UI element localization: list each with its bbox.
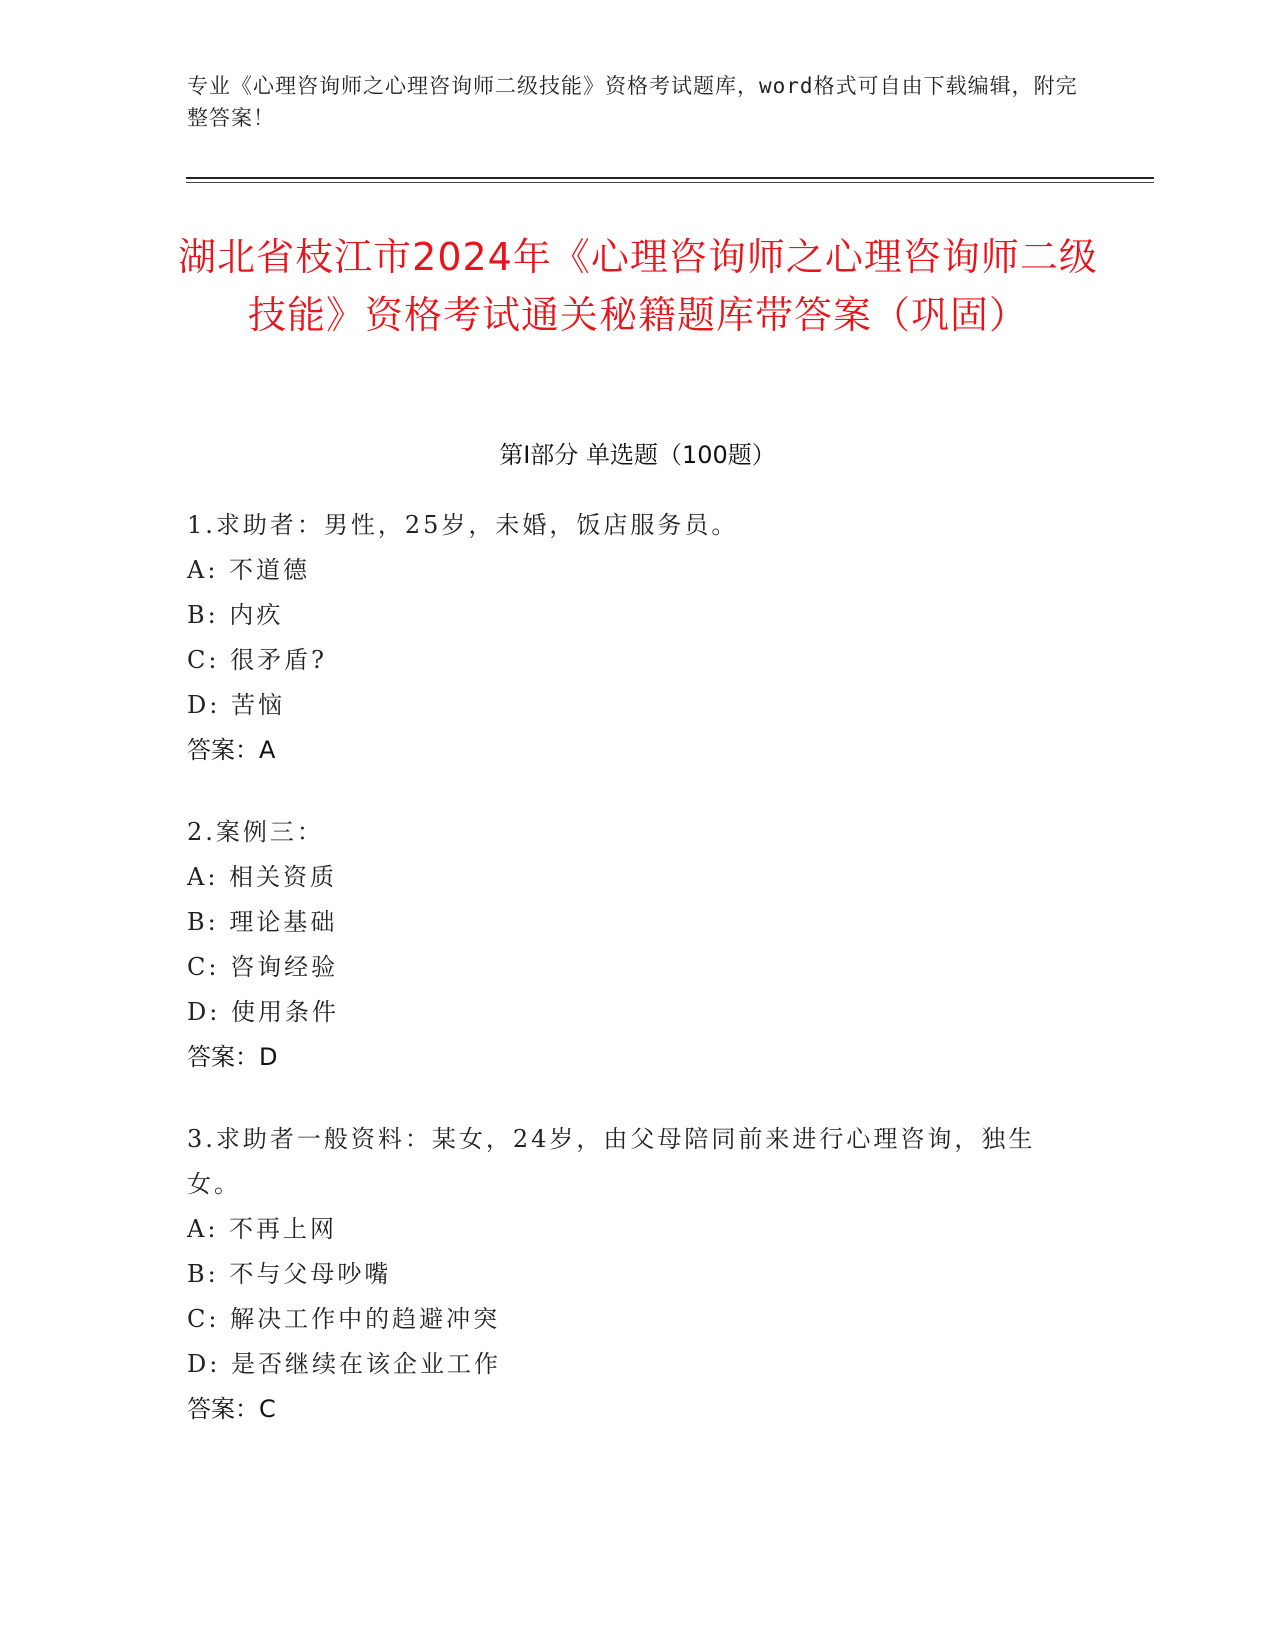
question-2 xyxy=(187,810,1067,1080)
option-b: B: 理论基础 xyxy=(187,908,338,936)
option-d: D: 使用条件 xyxy=(187,998,339,1026)
question-3 xyxy=(187,1117,1067,1432)
option-b: B: 不与父母吵嘴 xyxy=(187,1260,392,1288)
option-c: C: 咨询经验 xyxy=(187,953,339,981)
question-stem: 2.案例三： xyxy=(187,818,324,846)
option-d: D: 苦恼 xyxy=(187,691,285,719)
answer: 答案：C xyxy=(187,1395,276,1423)
option-a: A: 不再上网 xyxy=(187,1215,338,1243)
document-title: 湖北省枝江市2024年《心理咨询师之心理咨询师二级技能》资格考试通关秘籍题库带答案（巩固） xyxy=(178,235,1098,337)
question-1 xyxy=(187,503,1067,773)
header-rule-thin xyxy=(186,182,1154,183)
option-b: B: 内疚 xyxy=(187,601,284,629)
question-stem: 3.求助者一般资料：某女，24岁，由父母陪同前来进行心理咨询，独生女。 xyxy=(187,1125,1036,1198)
option-c: C: 很矛盾? xyxy=(187,646,327,674)
option-a: A: 不道德 xyxy=(187,556,311,584)
header-rule-thick xyxy=(186,177,1154,179)
answer: 答案：D xyxy=(187,1043,278,1071)
question-stem: 1.求助者：男性，25岁，未婚，饭店服务员。 xyxy=(187,511,739,539)
header-note: 专业《心理咨询师之心理咨询师二级技能》资格考试题库，word格式可自由下载编辑，附完整答案！ xyxy=(187,74,1078,130)
section-heading: 第Ⅰ部分 单选题（100题） xyxy=(499,441,776,469)
option-a: A: 相关资质 xyxy=(187,863,338,891)
answer: 答案：A xyxy=(187,736,276,764)
option-d: D: 是否继续在该企业工作 xyxy=(187,1350,501,1378)
option-c: C: 解决工作中的趋避冲突 xyxy=(187,1305,501,1333)
